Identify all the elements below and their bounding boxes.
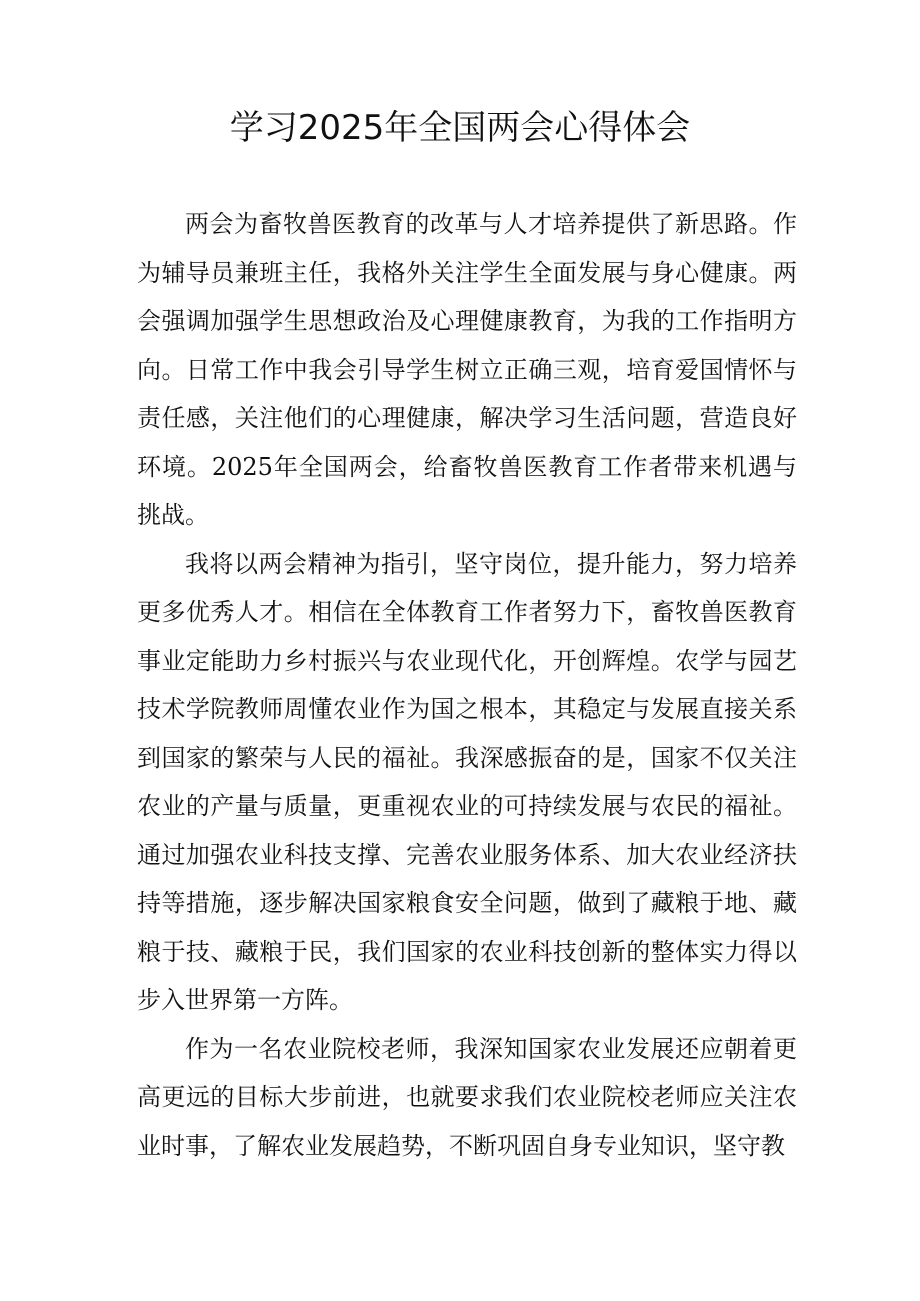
paragraph-2: 我将以两会精神为指引，坚守岗位，提升能力，努力培养更多优秀人才。相信在全体教育工作者努力下，畜牧兽医教育事业定能助力乡村振兴与农业现代化，开创辉煌。农学与园艺技术学院教师周懂农业作为国之根本，其稳定与发展直接关系到国家的繁荣与人民的福祉。我深感振奋的是，国家不仅关注农业的产量与质量，更重视农业的可持续发展与农民的福祉。通过加强农业科技支撑、完善农业服务体系、加大农业经济扶持等措施，逐步解决国家粮食安全问题，做到了藏粮于地、藏粮于技、藏粮于民，我们国家的农业科技创新的整体实力得以步入世界第一方阵。: [137, 549, 797, 1014]
paragraph-1: 两会为畜牧兽医教育的改革与人才培养提供了新思路。作为辅导员兼班主任，我格外关注学生全面发展与身心健康。两会强调加强学生思想政治及心理健康教育，为我的工作指明方向。日常工作中我会引导学生树立正确三观，培育爱国情怀与责任感，关注他们的心理健康，解决学习生活问题，营造良好环境。2025年全国两会，给畜牧兽医教育工作者带来机遇与挑战。: [137, 210, 797, 529]
document-title: 学习2025年全国两会心得体会: [229, 108, 691, 148]
document-body: [137, 200, 797, 1170]
paragraph-3: 作为一名农业院校老师，我深知国家农业发展还应朝着更高更远的目标大步前进，也就要求我们农业院校老师应关注农业时事，了解农业发展趋势，不断巩固自身专业知识，坚守教: [137, 1034, 797, 1160]
